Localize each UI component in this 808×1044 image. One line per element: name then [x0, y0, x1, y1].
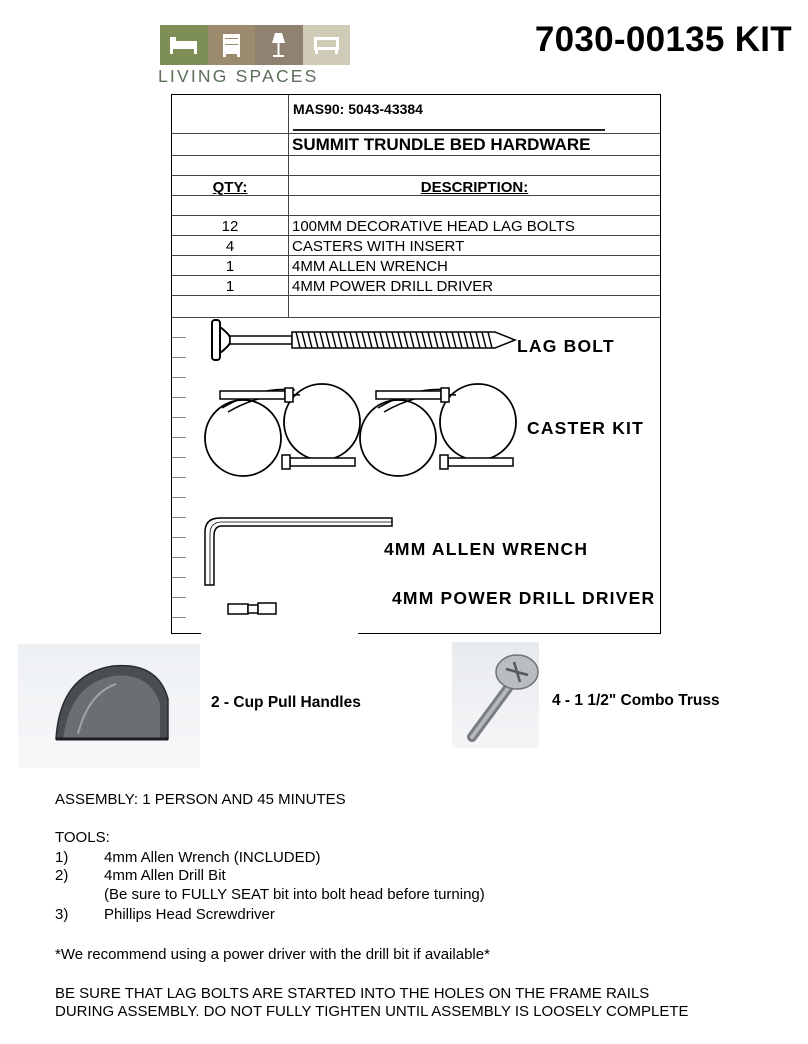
logo-bed-tile: [160, 25, 208, 65]
table-rule: [172, 155, 660, 156]
table-tick: [172, 597, 186, 598]
drill-driver-illustration: [225, 600, 285, 620]
table-tick: [172, 477, 186, 478]
qty-header: QTY:: [212, 179, 248, 196]
table-tick: [172, 457, 186, 458]
table-row-qty: 12: [221, 218, 239, 235]
allen-wrench-illustration: [200, 510, 400, 590]
table-tick: [172, 337, 186, 338]
qty-column-divider: [288, 95, 289, 317]
logo-dresser-tile: [208, 25, 256, 65]
cup-pull-icon: [18, 644, 200, 768]
table-tick: [172, 377, 186, 378]
brand-logo: [160, 25, 350, 65]
dresser-icon: [208, 25, 255, 65]
table-tick: [172, 357, 186, 358]
tool-number: 2): [55, 867, 69, 884]
warning-line-2: DURING ASSEMBLY. DO NOT FULLY TIGHTEN UNTIL ASSEMBLY IS LOOSELY COMPLETE: [55, 1003, 689, 1020]
table-row-qty: 1: [225, 258, 235, 275]
tool-number: 1): [55, 849, 69, 866]
tool-item: Phillips Head Screwdriver: [104, 906, 275, 923]
cup-pull-photo: [18, 644, 200, 768]
cup-pull-caption: 2 - Cup Pull Handles: [211, 694, 361, 711]
mas-number: MAS90: 5043-43384: [293, 101, 423, 117]
table-row-description: CASTERS WITH INSERT: [292, 238, 465, 255]
caster-kit-label: CASTER KIT: [527, 418, 644, 438]
table-rule: [172, 235, 660, 236]
table-row-description: 100MM DECORATIVE HEAD LAG BOLTS: [292, 218, 575, 235]
tool-item: 4mm Allen Drill Bit: [104, 867, 226, 884]
tool-number: 3): [55, 906, 69, 923]
tool-item: 4mm Allen Wrench (INCLUDED): [104, 849, 321, 866]
allen-wrench-label: 4MM ALLEN WRENCH: [384, 539, 589, 559]
table-rule: [172, 275, 660, 276]
truss-screw-icon: [452, 642, 539, 748]
logo-sofa-tile: [303, 25, 351, 65]
assembly-time: ASSEMBLY: 1 PERSON AND 45 MINUTES: [55, 791, 346, 808]
combo-truss-caption: 4 - 1 1/2" Combo Truss: [552, 692, 720, 709]
table-row-qty: 1: [225, 278, 235, 295]
kit-number: 7030-00135 KIT: [534, 20, 792, 59]
lag-bolt-illustration: [200, 315, 530, 365]
parts-title: SUMMIT TRUNDLE BED HARDWARE: [292, 135, 591, 154]
table-rule: [172, 255, 660, 256]
table-tick: [172, 557, 186, 558]
lamp-icon: [255, 25, 302, 65]
sofa-icon: [303, 25, 350, 65]
bed-icon: [160, 25, 207, 65]
warning-line-1: BE SURE THAT LAG BOLTS ARE STARTED INTO THE HOLES ON THE FRAME RAILS: [55, 985, 650, 1002]
table-tick: [172, 537, 186, 538]
table-rule: [172, 215, 660, 216]
table-rule: [172, 133, 660, 134]
logo-lamp-tile: [255, 25, 303, 65]
power-driver-recommendation: *We recommend using a power driver with the drill bit if available*: [55, 946, 490, 963]
title-underline: [293, 129, 605, 131]
table-tick: [172, 437, 186, 438]
table-row-description: 4MM POWER DRILL DRIVER: [292, 278, 494, 295]
table-rule: [172, 175, 660, 176]
brand-name: LIVING SPACES: [158, 66, 319, 86]
drill-driver-label: 4MM POWER DRILL DRIVER: [392, 588, 656, 608]
table-row-qty: 4: [225, 238, 235, 255]
table-tick: [172, 577, 186, 578]
tool-item-note: (Be sure to FULLY SEAT bit into bolt head before turning): [104, 886, 485, 903]
table-tick: [172, 497, 186, 498]
table-tick: [172, 417, 186, 418]
description-header: DESCRIPTION:: [420, 179, 529, 196]
table-tick: [172, 517, 186, 518]
table-tick: [172, 617, 186, 618]
lag-bolt-label: LAG BOLT: [517, 336, 615, 356]
table-row-description: 4MM ALLEN WRENCH: [292, 258, 448, 275]
tools-heading: TOOLS:: [55, 829, 110, 846]
combo-truss-photo: [452, 642, 539, 748]
table-rule: [172, 295, 660, 296]
table-tick: [172, 397, 186, 398]
caster-kit-illustration: [200, 378, 525, 478]
